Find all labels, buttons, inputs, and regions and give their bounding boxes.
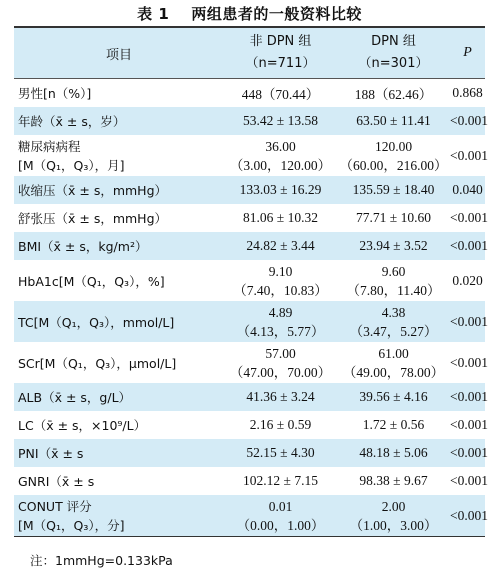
row-label: BMI（x̄ ± s，kg/m²）: [18, 239, 148, 254]
table-row: [14, 176, 485, 204]
group1-value: 2.16 ± 0.59: [249, 417, 312, 432]
header-p-value: P: [463, 45, 472, 60]
table-row: [14, 135, 488, 176]
table-row: [14, 342, 488, 383]
group2-value: 48.18 ± 5.06: [359, 445, 428, 460]
row-label: SCr[M（Q₁，Q₃），μmol/L]: [18, 355, 177, 371]
group1-value: 24.82 ± 3.44: [246, 238, 315, 253]
group2-quartiles: （60.00，216.00）: [339, 157, 448, 173]
table-row: [14, 107, 488, 135]
group2-quartiles: （1.00，3.00）: [349, 517, 438, 533]
group1-value: [224, 497, 337, 535]
p-value: <0.001: [450, 313, 488, 329]
group1-value: 448（70.44）: [241, 87, 320, 102]
table-row: [14, 411, 488, 439]
group2-median: 9.60: [381, 263, 406, 279]
table-row: [14, 301, 488, 342]
group2-value: 63.50 ± 11.41: [356, 113, 431, 128]
table-title: 两组患者的一般资料比较: [191, 5, 362, 23]
p-value: 0.040: [452, 182, 483, 197]
group1-quartiles: （7.40，10.83）: [233, 282, 328, 298]
row-label: PNI（x̄ ± s: [18, 446, 84, 461]
header-item: 项目: [105, 47, 132, 63]
group2-value: 77.71 ± 10.60: [356, 210, 431, 225]
row-label: 男性[n（%）]: [18, 86, 92, 101]
group2-value: [337, 303, 450, 341]
table-row: [14, 439, 488, 467]
group1-median: 0.01: [268, 498, 293, 514]
group2-value: [337, 262, 450, 300]
header-group2-n: （n=301）: [358, 56, 429, 71]
p-value: <0.001: [450, 389, 488, 404]
group1-median: 57.00: [265, 345, 296, 361]
p-value: <0.001: [450, 473, 488, 488]
table-row: [14, 204, 488, 232]
row-label: [14, 497, 224, 535]
group1-quartiles: （47.00，70.00）: [229, 364, 332, 380]
group1-value: [224, 303, 337, 341]
group1-median: 9.10: [268, 263, 293, 279]
row-label-line1: CONUT 评分: [18, 498, 92, 514]
group1-median: 4.89: [268, 304, 293, 320]
table-number: 表 1: [137, 5, 170, 23]
header-group1-name: 非 DPN 组: [249, 34, 312, 49]
header-group1: [224, 31, 337, 75]
group2-quartiles: （7.80，11.40）: [346, 282, 441, 298]
group1-value: [224, 344, 337, 382]
p-value: <0.001: [450, 113, 488, 128]
group1-value: 81.06 ± 10.32: [243, 210, 318, 225]
row-label-line2: [M（Q₁，Q₃），月]: [18, 157, 125, 173]
row-label-line2: [M（Q₁，Q₃），分]: [18, 517, 125, 533]
row-label: 收缩压（x̄ ± s，mmHg）: [18, 183, 168, 198]
table-row: [14, 383, 488, 411]
p-value: <0.001: [450, 445, 488, 460]
group1-value: 133.03 ± 16.29: [239, 182, 322, 197]
p-value: <0.001: [450, 417, 488, 432]
table-caption: [0, 3, 499, 24]
p-value: <0.001: [450, 210, 488, 225]
row-label-line1: 糖尿病病程: [18, 138, 81, 154]
table-row: [14, 79, 485, 107]
group1-quartiles: （0.00，1.00）: [236, 517, 325, 533]
group2-value: [337, 497, 450, 535]
table-row: [14, 495, 488, 536]
row-label: GNRI（x̄ ± s: [18, 474, 95, 489]
group2-quartiles: （3.47，5.27）: [349, 323, 438, 339]
row-label: 年龄（x̄ ± s，岁）: [18, 114, 126, 129]
group2-median: 120.00: [374, 138, 413, 154]
group2-value: 135.59 ± 18.40: [352, 182, 435, 197]
p-value: <0.001: [450, 238, 488, 253]
table-row: [14, 260, 485, 301]
row-label: [14, 137, 224, 175]
row-label: 舒张压（x̄ ± s，mmHg）: [18, 211, 168, 226]
group1-quartiles: （3.00，120.00）: [229, 157, 332, 173]
header-group2: [337, 31, 450, 75]
group2-value: [337, 137, 450, 175]
group2-value: 98.38 ± 9.67: [359, 473, 428, 488]
group1-value: 41.36 ± 3.24: [246, 389, 315, 404]
group2-value: 1.72 ± 0.56: [362, 417, 425, 432]
header-group2-name: DPN 组: [371, 34, 416, 49]
group1-value: [224, 262, 337, 300]
header-group1-n: （n=711）: [245, 56, 316, 71]
comparison-table: [14, 26, 488, 537]
group2-value: 39.56 ± 4.16: [359, 389, 428, 404]
group1-value: 52.15 ± 4.30: [246, 445, 315, 460]
group2-median: 4.38: [381, 304, 406, 320]
p-value: <0.001: [450, 147, 488, 163]
p-value: 0.020: [452, 272, 483, 288]
group2-median: 2.00: [381, 498, 406, 514]
table-row: [14, 467, 488, 495]
group1-quartiles: （4.13，5.77）: [236, 323, 325, 339]
group2-quartiles: （49.00，78.00）: [342, 364, 445, 380]
p-value: 0.868: [452, 85, 483, 100]
group1-value: 102.12 ± 7.15: [243, 473, 318, 488]
group1-value: [224, 137, 337, 175]
group2-median: 61.00: [378, 345, 409, 361]
group2-value: [337, 344, 450, 382]
row-label: LC（x̄ ± s，×10⁹/L）: [18, 418, 147, 433]
group2-value: 188（62.46）: [354, 87, 433, 102]
p-value: <0.001: [450, 354, 488, 370]
row-label: HbA1c[M（Q₁，Q₃），%]: [18, 273, 165, 289]
group1-value: 53.42 ± 13.58: [243, 113, 318, 128]
group1-median: 36.00: [265, 138, 296, 154]
table-row: [14, 232, 488, 260]
table-header: [14, 28, 485, 79]
row-label: ALB（x̄ ± s，g/L）: [18, 390, 132, 405]
table-footnote: 注：1mmHg=0.133kPa: [30, 553, 173, 568]
row-label: TC[M（Q₁，Q₃），mmol/L]: [18, 314, 175, 330]
p-value: <0.001: [450, 507, 488, 523]
group2-value: 23.94 ± 3.52: [359, 238, 428, 253]
